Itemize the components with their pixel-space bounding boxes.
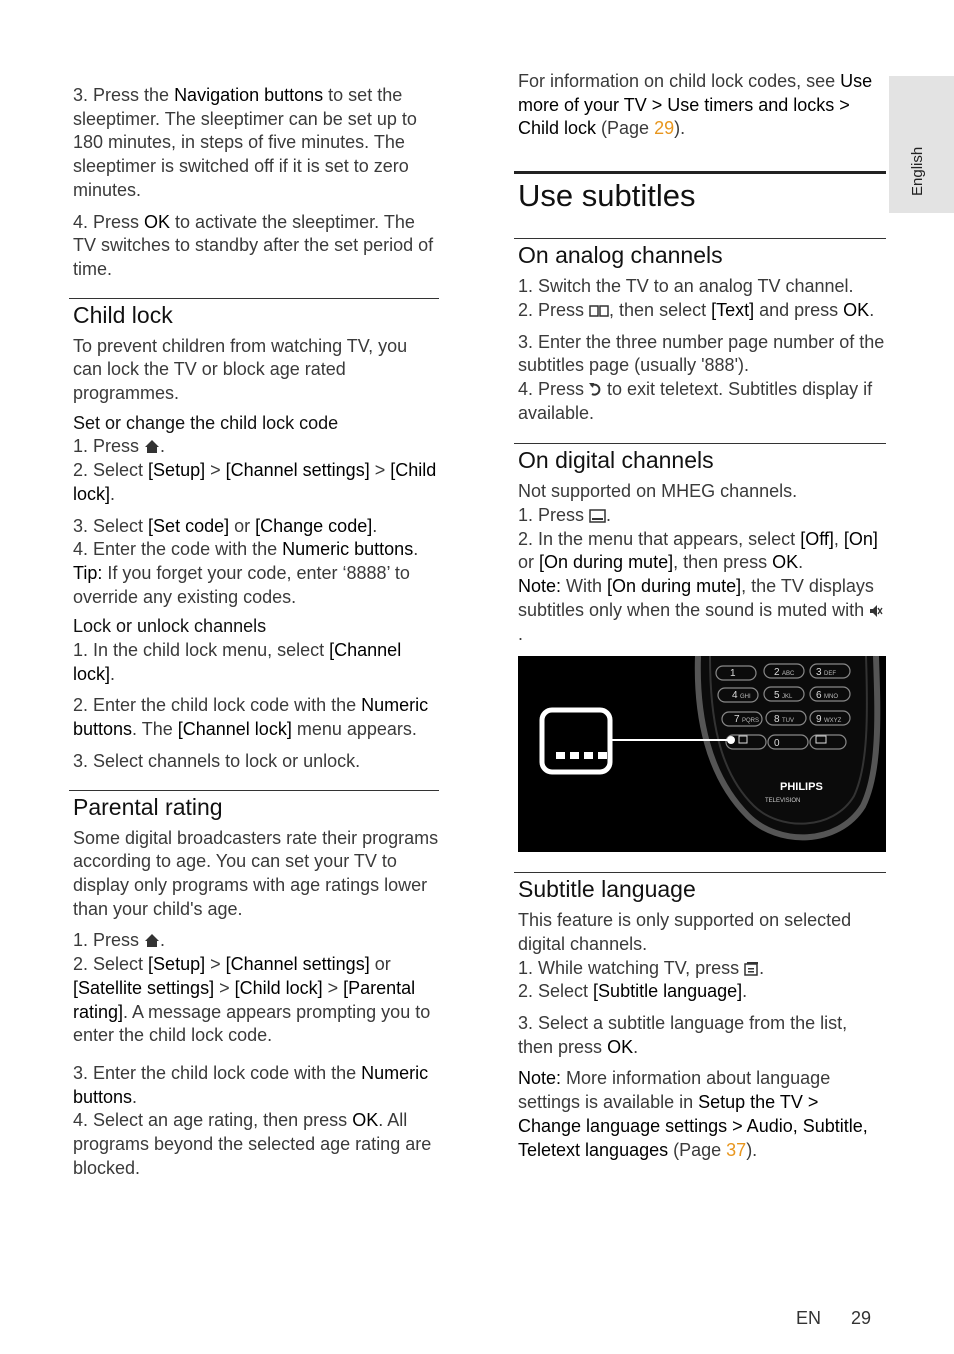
key-9: 9	[816, 714, 822, 726]
footer-lang: EN	[796, 1308, 822, 1328]
child-lock-step1: 1. Press .	[73, 436, 166, 457]
key-0: 0	[774, 738, 780, 750]
parental-step4: 4. Select an age rating, then press OK. All programs beyond the selected age rating are blocked.	[73, 1110, 432, 1178]
subtitle-language-step1: 1. While watching TV, press .	[518, 957, 765, 978]
subtitle-button-callout	[542, 710, 610, 772]
analog-step2: 2. Press , then select [Text] and press OK.	[518, 299, 875, 320]
digital-note: Note: With [On during mute], the TV displays subtitles only when the sound is muted with .	[514, 575, 886, 646]
subtitle-language-section	[514, 872, 886, 1162]
svg-text:DEF: DEF	[824, 671, 836, 678]
child-lock-subheading-channels: Lock or unlock channels	[73, 616, 267, 637]
home-icon	[144, 933, 160, 948]
digital-step2: 2. In the menu that appears, select [Off], [On] or [On during mute], then press OK.	[518, 528, 878, 573]
parental-step3: 3. Enter the child lock code with the Numeric buttons.	[73, 1062, 429, 1107]
channel-lock-step2: 2. Enter the child lock code with the Numeric buttons. The [Channel lock] menu appears.	[73, 695, 429, 740]
left-column	[69, 84, 439, 1180]
child-lock-section	[69, 298, 439, 774]
parental-rating-section	[69, 790, 439, 1181]
digital-section	[514, 443, 886, 852]
child-lock-heading: Child lock	[73, 301, 173, 328]
page-footer	[796, 1308, 871, 1329]
digital-step1: 1. Press .	[518, 505, 612, 526]
child-lock-tip: Tip: If you forget your code, enter ‘8888’ to override any existing codes.	[73, 562, 410, 607]
remote-control-illustration	[518, 656, 886, 852]
home-icon	[144, 439, 160, 454]
child-lock-step3: 3. Select [Set code] or [Change code].	[73, 515, 378, 536]
options-icon	[744, 961, 759, 976]
language-tab	[889, 76, 954, 213]
philips-logo: PHILIPS	[780, 781, 823, 794]
language-tab-label: English	[909, 146, 926, 196]
key-1: 1	[730, 668, 736, 680]
key-2: 2	[774, 667, 780, 679]
parental-step1: 1. Press .	[73, 930, 166, 951]
channel-lock-step3: 3. Select channels to lock or unlock.	[73, 750, 361, 771]
analog-step1: 1. Switch the TV to an analog TV channel.	[518, 276, 854, 297]
subtitle-language-intro: This feature is only supported on selected digital channels.	[518, 910, 852, 954]
key-3: 3	[816, 667, 822, 679]
subtitle-language-note: Note: More information about language settings is available in Setup the TV > Change language settings > Audio, Subtitle, Teletext languages (Page 37).	[518, 1068, 868, 1160]
child-lock-info: For information on child lock codes, see Use more of your TV > Use timers and locks > Child lock (Page 29).	[518, 71, 873, 139]
page-number: 29	[851, 1308, 872, 1328]
key-8: 8	[774, 714, 780, 726]
svg-text:MNO: MNO	[824, 694, 838, 701]
svg-text:JKL: JKL	[782, 694, 793, 701]
digital-heading: On digital channels	[518, 447, 714, 474]
svg-text:WXYZ: WXYZ	[824, 718, 842, 725]
subtitle-language-step3: 3. Select a subtitle language from the list, then press OK.	[518, 1013, 848, 1057]
teletext-book-icon	[589, 304, 609, 318]
child-lock-step4: 4. Enter the code with the Numeric buttons.	[73, 539, 419, 560]
use-subtitles-heading: Use subtitles	[518, 178, 696, 214]
parental-rating-heading: Parental rating	[73, 793, 223, 820]
sleeptimer-step3: 3. Press the Navigation buttons to set the sleeptimer. The sleeptimer can be set up to 180 minutes, in steps of five minutes. The sleeptimer is switched off if it is set to zero minutes.	[73, 85, 417, 200]
page-link-29[interactable]: 29	[654, 118, 675, 139]
subtitle-language-step2: 2. Select [Subtitle language].	[518, 981, 748, 1002]
analog-heading: On analog channels	[518, 242, 723, 269]
child-lock-step2: 2. Select [Setup] > [Channel settings] > [Child lock].	[73, 460, 437, 504]
svg-text:TUV: TUV	[782, 718, 794, 725]
subtitle-icon	[589, 509, 606, 523]
subtitle-language-heading: Subtitle language	[518, 876, 696, 903]
key-6: 6	[816, 690, 822, 702]
key-5: 5	[774, 690, 780, 702]
child-lock-intro: To prevent children from watching TV, you can lock the TV or block age rated programmes.	[73, 335, 408, 404]
svg-text:PQRS: PQRS	[742, 718, 760, 725]
mute-icon	[869, 604, 883, 618]
sleeptimer-step4: 4. Press OK to activate the sleeptimer. The TV switches to standby after the set period of time.	[73, 211, 434, 279]
analog-section	[514, 238, 886, 425]
key-4: 4	[732, 690, 738, 702]
svg-text:ABC: ABC	[782, 671, 795, 678]
analog-step4: 4. Press to exit teletext. Subtitles display if available.	[518, 378, 873, 423]
digital-note-mheg: Not supported on MHEG channels.	[518, 481, 798, 502]
svg-text:GHI: GHI	[740, 694, 751, 701]
television-label: TELEVISION	[765, 798, 801, 805]
child-lock-subheading-code: Set or change the child lock code	[73, 412, 339, 433]
back-arrow-icon	[589, 382, 602, 397]
parental-step2: 2. Select [Setup] > [Channel settings] or [Satellite settings] > [Child lock] > [Parental rating]. A message appears prompting you to enter the child lock code.	[73, 954, 431, 1046]
right-column	[514, 70, 886, 1162]
analog-step3: 3. Enter the three number page number of the subtitles page (usually '888').	[518, 331, 885, 376]
page-link-37[interactable]: 37	[726, 1139, 747, 1160]
channel-lock-step1: 1. In the child lock menu, select [Channel lock].	[73, 640, 402, 684]
parental-rating-intro: Some digital broadcasters rate their programs according to age. You can set your TV to display only programs with age ratings lower than your child's age.	[73, 827, 439, 919]
key-7: 7	[734, 714, 740, 726]
